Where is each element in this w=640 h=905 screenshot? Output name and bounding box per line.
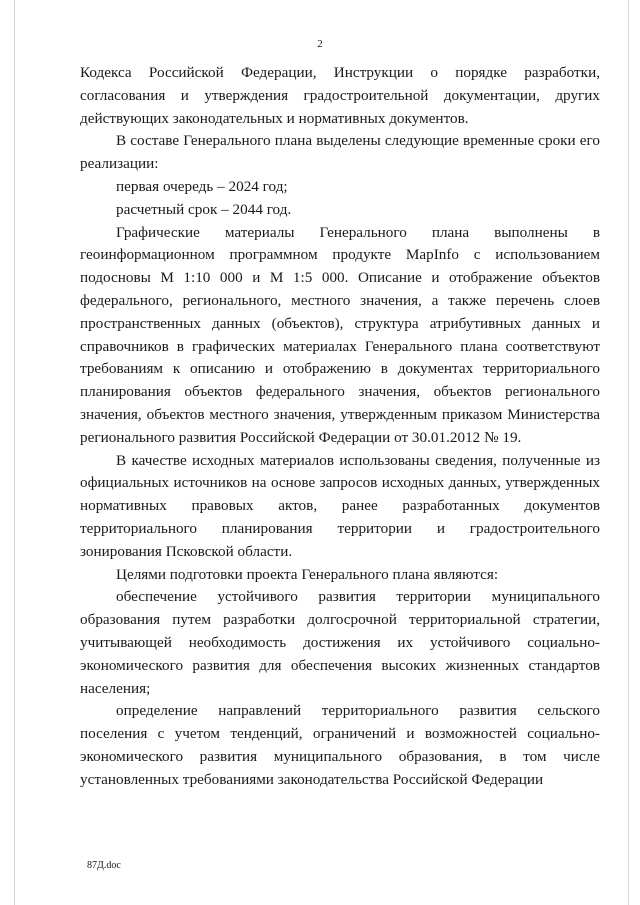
paragraph: Кодекса Российской Федерации, Инструкции о порядке разработки, согласования и утверждения градостроительной документации, других действующих законодательных и нормативных документов. bbox=[80, 64, 600, 127]
paragraph: Графические материалы Генерального плана выполнены в геоинформационном программном продукте MapInfo с использованием подосновы М 1:10 000 и М 1:5 000. Описание и отображение объектов федерального, регионального, местного значения, а также перечень слоев пространственных данных (объектов), структура атрибутивных данных и справочников в графических материалах Генерального плана соответствуют требованиям к описанию и отображению в документах территориального планирования объектов федерального значения, объектов регионального значения, объектов местного значения, утвержденным приказом Министерства регионального развития Российской Федерации от 30.01.2012 № 19. bbox=[80, 223, 600, 446]
paragraph: определение направлений территориального развития сельского поселения с учетом тенденций, ограничений и возможностей социально-экономического развития муниципального образования, в том числе установленных требованиями законодательства Российской Федерации bbox=[80, 702, 600, 788]
paragraph: В качестве исходных материалов использованы сведения, полученные из официальных источников на основе запросов исходных данных, утвержденных нормативных правовых актов, ранее разработанных документов территориального планирования территории и градостроительного зонирования Псковской области. bbox=[80, 451, 600, 560]
paragraph: расчетный срок – 2044 год. bbox=[116, 200, 292, 218]
paragraph: первая очередь – 2024 год; bbox=[116, 177, 288, 195]
document-body bbox=[80, 62, 600, 792]
page-number: 2 bbox=[317, 38, 323, 50]
paragraph: обеспечение устойчивого развития территории муниципального образования путем разработки долгосрочной территориальной стратегии, учитывающей необходимость достижения их устойчивого социально-экономического развития для обеспечения высоких жизненных стандартов населения; bbox=[80, 588, 600, 697]
footer-filename: 87Д.doc bbox=[87, 860, 121, 871]
scan-edge-left bbox=[14, 0, 15, 905]
paragraph: В составе Генерального плана выделены следующие временные сроки его реализации: bbox=[80, 132, 600, 173]
scan-edge-right bbox=[628, 0, 629, 905]
paragraph: Целями подготовки проекта Генерального плана являются: bbox=[116, 565, 499, 583]
